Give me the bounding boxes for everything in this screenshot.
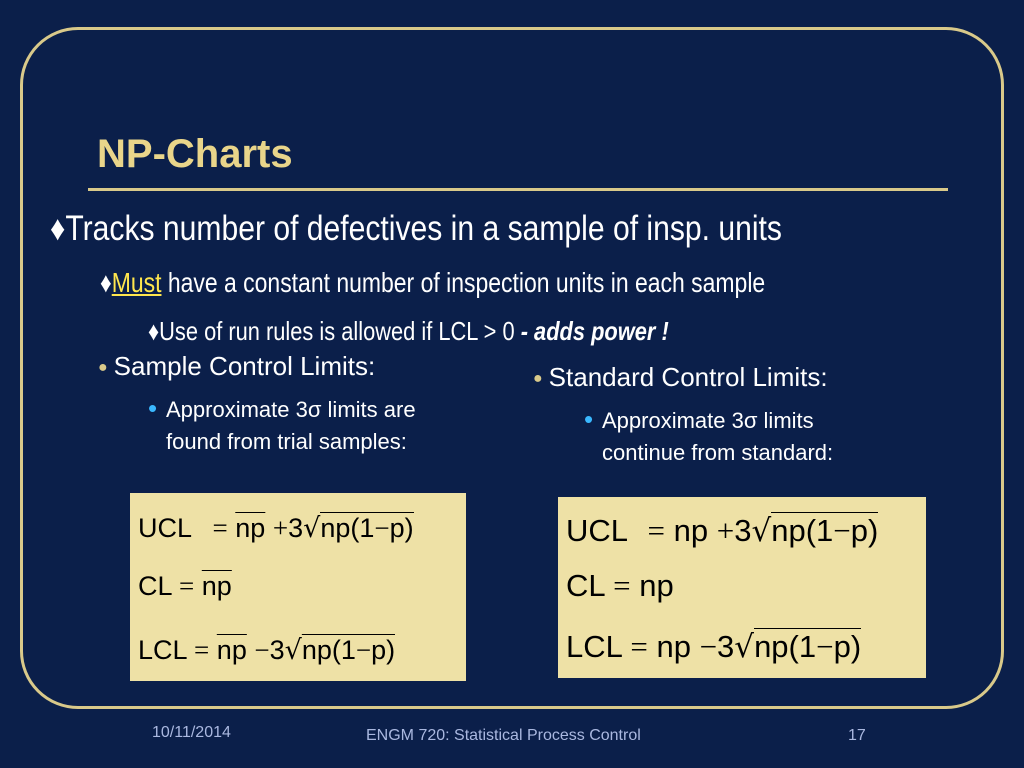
bullet-level3-text: Use of run rules is allowed if LCL > 0 xyxy=(159,316,521,346)
right-sub-line1: Approximate 3σ limits xyxy=(602,408,814,433)
bullet-level3 xyxy=(148,315,669,347)
left-sub-line2: found from trial samples: xyxy=(166,429,407,454)
left-sub-bullet xyxy=(148,393,416,458)
standard-ucl-equation: UCL = np +3√np(1−p) xyxy=(566,513,879,549)
round-bullet-icon: ● xyxy=(533,370,543,388)
right-heading-text: Standard Control Limits: xyxy=(548,362,828,392)
bullet-level1 xyxy=(50,207,782,251)
left-column-heading xyxy=(98,350,375,384)
sample-cl-equation: CL = $\overline{np}$ xyxy=(138,571,232,601)
diamond-bullet-icon: ♦ xyxy=(50,209,66,248)
right-sub-line2: continue from standard: xyxy=(602,440,834,465)
bullet-level1-text: Tracks number of defectives in a sample of insp. units xyxy=(65,209,782,248)
right-sub-bullet xyxy=(584,404,834,469)
sample-ucl-equation: UCL = $\overline{np} +3√np(1-\overline{p})$ xyxy=(138,513,414,544)
diamond-bullet-icon: ♦ xyxy=(148,316,160,346)
sample-lcl-equation: LCL = $\overline{np} -3√np(1-\overline{p})$ xyxy=(138,635,396,666)
bullet-level3-emphasis: - adds power ! xyxy=(520,316,669,346)
right-column-heading xyxy=(533,361,828,395)
footer-page-number: 17 xyxy=(848,727,866,744)
slide-title: NP-Charts xyxy=(97,132,293,176)
standard-lcl-equation: LCL = np −3√np(1−p) xyxy=(566,629,862,665)
standard-cl-equation: CL = np xyxy=(566,568,674,603)
bullet-level2-text: have a constant number of inspection units in each sample xyxy=(161,267,766,298)
sub-bullet-dot-icon: • xyxy=(584,404,594,434)
bullet-level2-emphasis: Must xyxy=(111,267,162,298)
bullet-level2 xyxy=(100,266,765,300)
title-underline xyxy=(88,188,948,191)
diamond-bullet-icon: ♦ xyxy=(100,267,112,298)
footer-course: ENGM 720: Statistical Process Control xyxy=(366,727,641,744)
footer-date: 10/11/2014 xyxy=(152,724,231,741)
round-bullet-icon: ● xyxy=(98,359,108,377)
sub-bullet-dot-icon: • xyxy=(148,393,158,423)
left-sub-line1: Approximate 3σ limits are xyxy=(166,397,416,422)
standard-limits-formula-box xyxy=(558,497,926,678)
left-heading-text: Sample Control Limits: xyxy=(113,351,376,381)
sample-limits-formula-box xyxy=(130,493,466,681)
